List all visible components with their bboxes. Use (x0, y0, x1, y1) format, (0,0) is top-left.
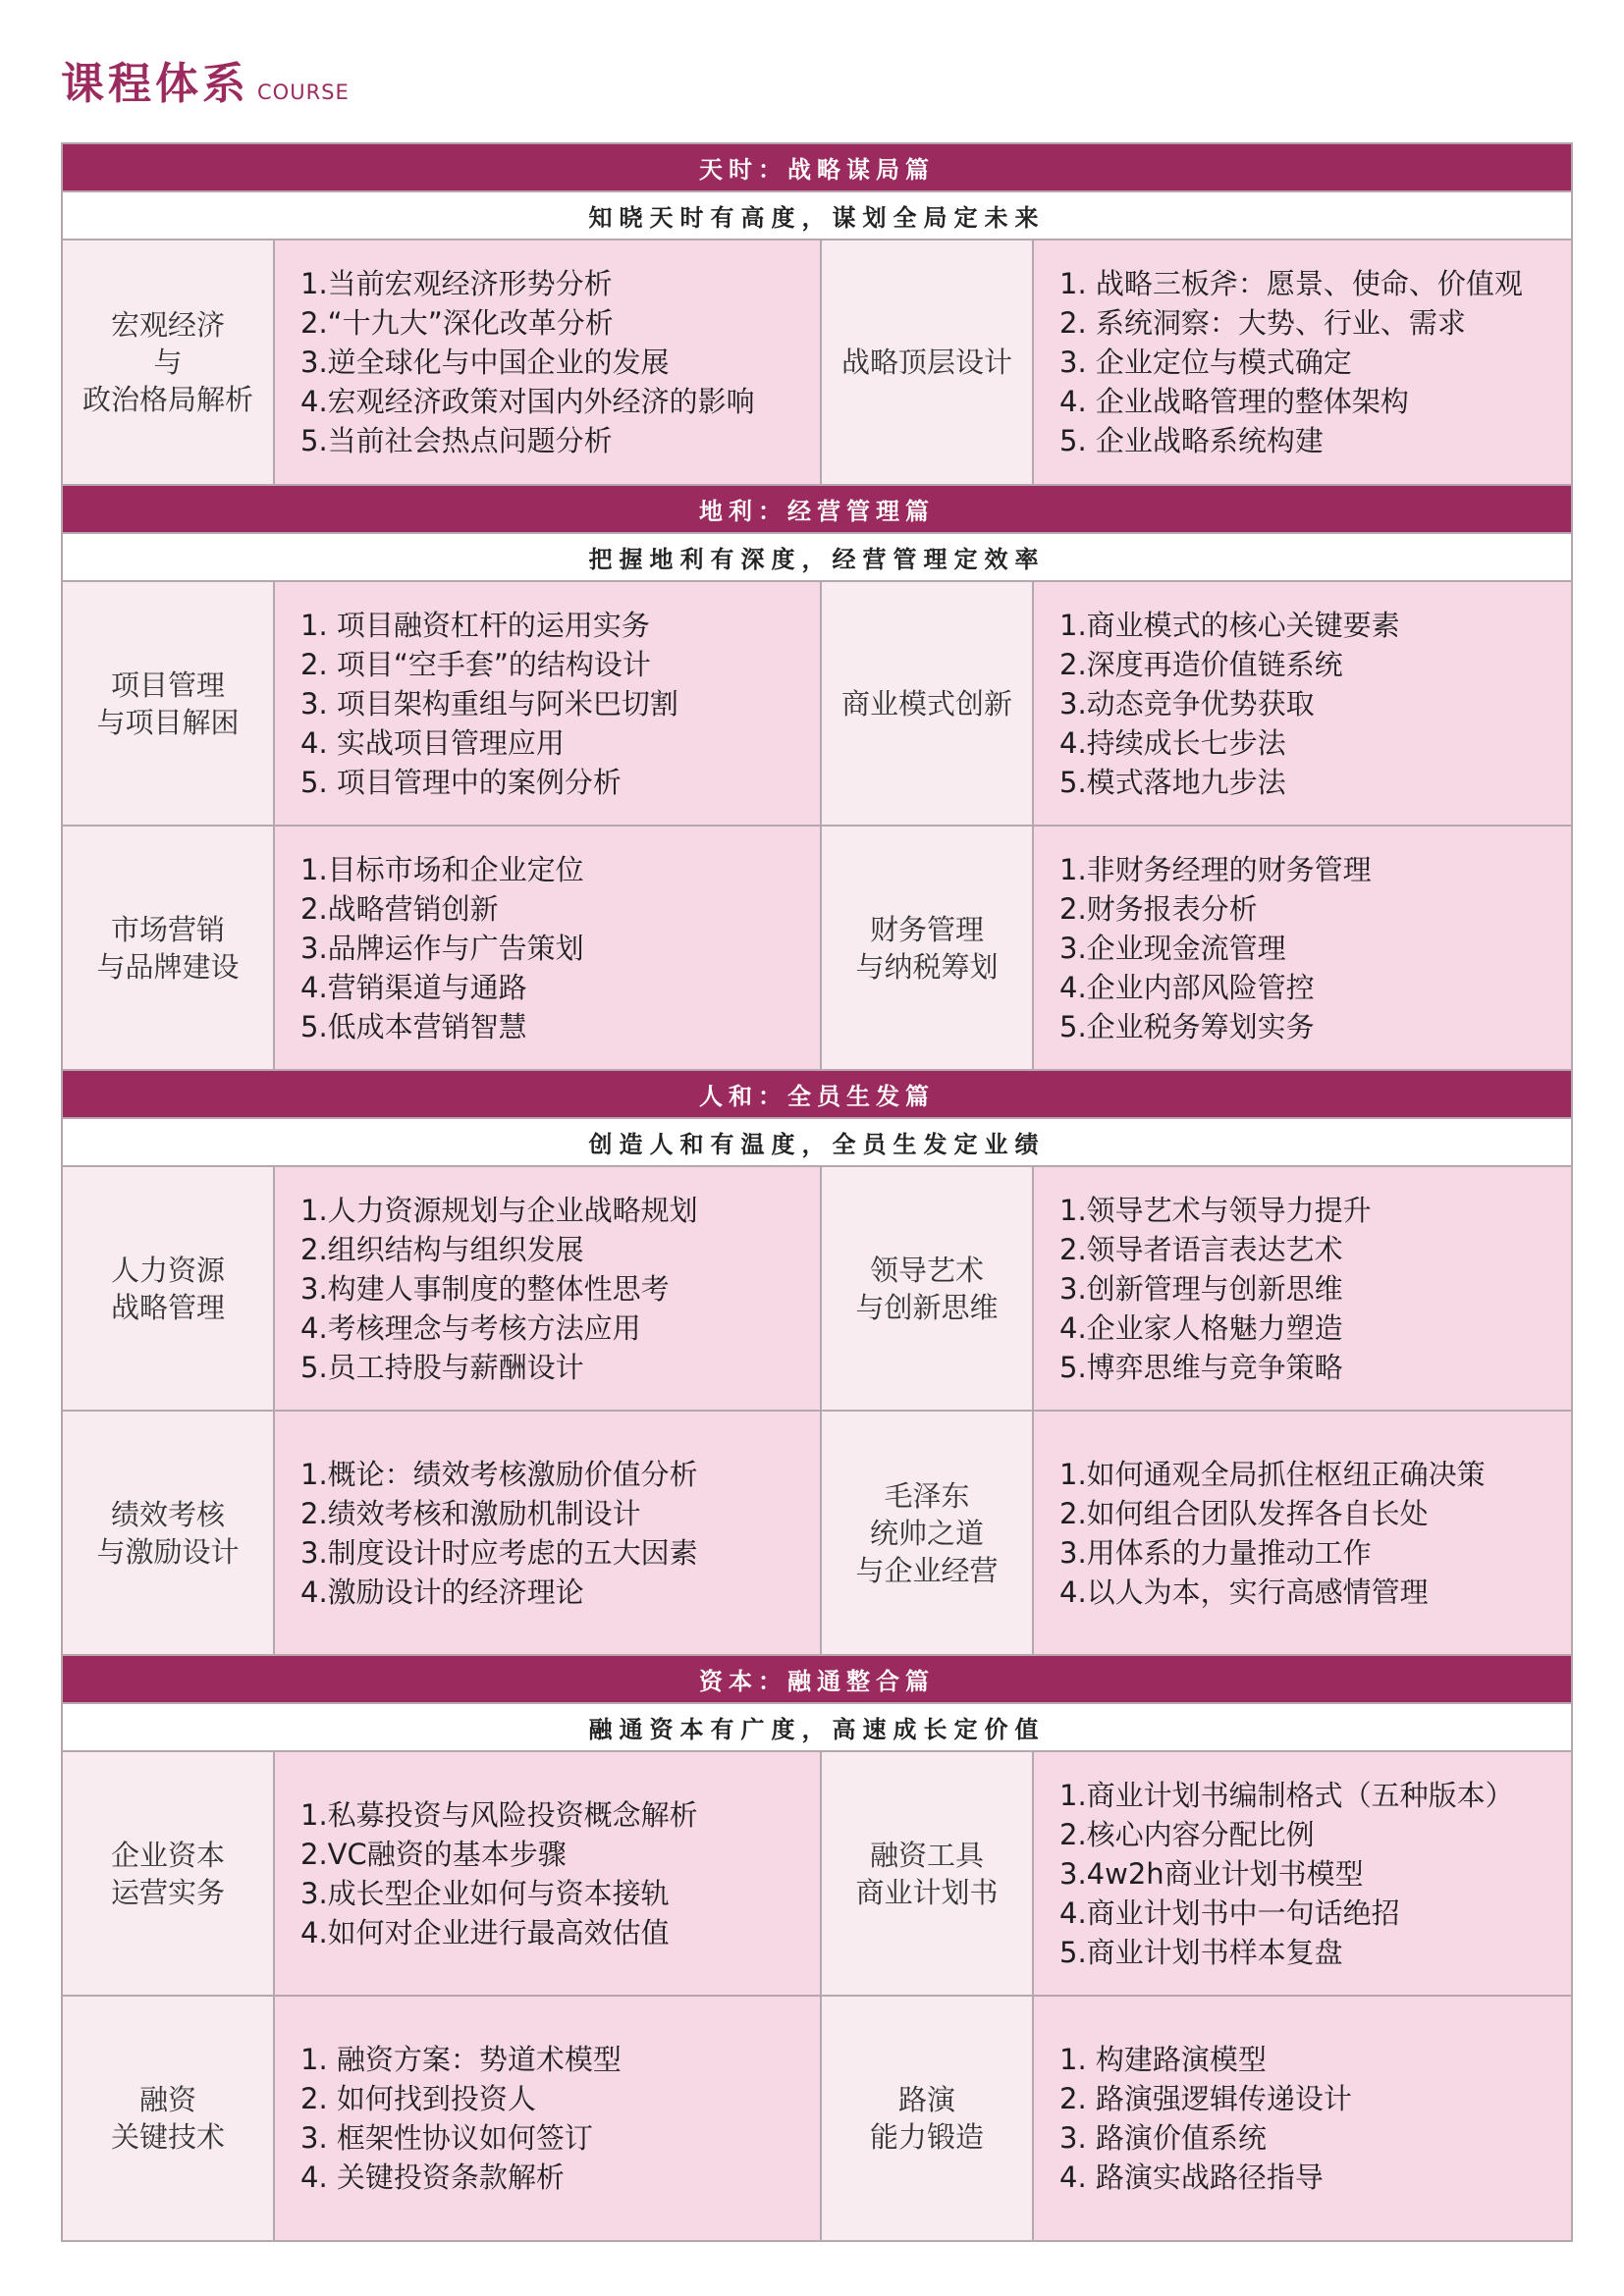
course-item: 2. 如何找到投资人 (300, 2082, 536, 2115)
course-item: 2.财务报表分析 (1059, 891, 1258, 926)
course-item: 1.商业模式的核心关键要素 (1059, 608, 1400, 642)
course-item: 2. 项目“空手套”的结构设计 (300, 647, 651, 681)
course-item: 2.战略营销创新 (300, 891, 499, 926)
course-item: 3.逆全球化与中国企业的发展 (300, 346, 670, 379)
course-item: 2.绩效考核和激励机制设计 (300, 1496, 641, 1530)
course-item: 5.员工持股与薪酬设计 (300, 1350, 584, 1384)
topic-line: 政治格局解析 (81, 383, 253, 416)
course-item: 4. 实战项目管理应用 (300, 725, 565, 760)
course-item: 3.品牌运作与广告策划 (300, 931, 584, 965)
course-item: 1.如何通观全局抓住枢纽正确决策 (1059, 1457, 1486, 1491)
course-item: 3.企业现金流管理 (1059, 931, 1286, 965)
course-item: 3.动态竞争优势获取 (1059, 686, 1315, 721)
course-row (62, 1166, 1572, 1411)
course-item: 4. 路演实战路径指导 (1059, 2161, 1324, 2194)
course-topic (62, 1751, 274, 1996)
course-row (62, 581, 1572, 826)
course-topic (821, 1751, 1033, 1996)
topic-line: 与纳税筹划 (855, 949, 999, 984)
section-title: 地利：经营管理篇 (62, 485, 1572, 533)
topic-line: 毛泽东 (884, 1478, 970, 1513)
course-topic (62, 1996, 274, 2241)
course-item: 2.如何组合团队发挥各自长处 (1059, 1496, 1429, 1530)
course-topic (62, 1411, 274, 1655)
course-table (61, 142, 1573, 2242)
course-items (274, 1996, 821, 2241)
course-item: 3.制度设计时应考虑的五大因素 (300, 1535, 698, 1570)
page-heading (61, 47, 350, 109)
course-topic (62, 581, 274, 826)
course-items (274, 581, 821, 826)
course-item: 1.人力资源规划与企业战略规划 (300, 1193, 698, 1227)
topic-line: 关键技术 (110, 2120, 225, 2154)
section-motto: 融通资本有广度，高速成长定价值 (62, 1703, 1572, 1751)
topic-line: 统帅之道 (869, 1516, 984, 1550)
section-motto: 把握地利有深度，经营管理定效率 (62, 533, 1572, 581)
course-item: 2. 路演强逻辑传递设计 (1059, 2082, 1352, 2115)
course-item: 1.领导艺术与领导力提升 (1059, 1193, 1372, 1227)
course-item: 5.低成本营销智慧 (300, 1009, 527, 1043)
course-item: 2.“十九大”深化改革分析 (300, 306, 614, 340)
course-topic (62, 240, 274, 485)
course-items (1033, 1411, 1572, 1655)
course-item: 3.创新管理与创新思维 (1059, 1271, 1343, 1306)
course-item: 3. 企业定位与模式确定 (1059, 346, 1352, 379)
course-item: 1.当前宏观经济形势分析 (300, 267, 613, 300)
course-item: 3.4w2h商业计划书模型 (1059, 1856, 1364, 1891)
course-item: 2.核心内容分配比例 (1059, 1817, 1315, 1851)
course-item: 1.目标市场和企业定位 (300, 852, 584, 886)
course-row (62, 1996, 1572, 2241)
topic-line: 企业资本 (110, 1838, 225, 1872)
section-title-row (62, 1070, 1572, 1118)
course-item: 1. 战略三板斧：愿景、使命、价值观 (1059, 267, 1523, 300)
course-item: 4.营销渠道与通路 (300, 970, 527, 1004)
course-items (1033, 1751, 1572, 1996)
course-item: 5.模式落地九步法 (1059, 765, 1286, 799)
section-motto-row (62, 1703, 1572, 1751)
topic-line: 与项目解困 (96, 705, 240, 739)
course-items (274, 826, 821, 1070)
course-item: 4.宏观经济政策对国内外经济的影响 (300, 385, 755, 418)
topic-line: 战略顶层设计 (840, 346, 1012, 379)
topic-line: 领导艺术 (869, 1253, 984, 1287)
course-item: 3. 项目架构重组与阿米巴切割 (300, 686, 678, 721)
course-item: 4.企业内部风险管控 (1059, 970, 1315, 1004)
course-table-body (62, 143, 1572, 2241)
section-motto-row (62, 191, 1572, 240)
topic-line: 人力资源 (110, 1253, 225, 1287)
course-item: 5.当前社会热点问题分析 (300, 424, 613, 457)
course-items (1033, 826, 1572, 1070)
course-item: 5. 项目管理中的案例分析 (300, 765, 622, 799)
course-item: 2. 系统洞察：大势、行业、需求 (1059, 306, 1466, 340)
course-item: 4.如何对企业进行最高效估值 (300, 1915, 670, 1949)
topic-line: 战略管理 (110, 1290, 225, 1324)
course-items (1033, 1996, 1572, 2241)
course-row (62, 1411, 1572, 1655)
course-item: 2.VC融资的基本步骤 (300, 1837, 567, 1871)
page-title: 课程体系 (61, 59, 249, 109)
course-item: 1.商业计划书编制格式（五种版本） (1059, 1778, 1514, 1812)
course-item: 2.领导者语言表达艺术 (1059, 1232, 1343, 1266)
topic-line: 与企业经营 (855, 1553, 999, 1587)
page-subtitle: COURSE (257, 80, 350, 104)
course-item: 3.构建人事制度的整体性思考 (300, 1271, 670, 1306)
topic-line: 商业模式创新 (840, 686, 1012, 721)
course-item: 3. 框架性协议如何签订 (300, 2121, 593, 2155)
course-item: 2.组织结构与组织发展 (300, 1232, 584, 1266)
topic-line: 项目管理 (110, 667, 225, 702)
course-item: 1. 项目融资杠杆的运用实务 (300, 608, 650, 642)
topic-line: 融资工具 (869, 1838, 984, 1872)
section-title: 人和：全员生发篇 (62, 1070, 1572, 1118)
course-item: 4.激励设计的经济理论 (300, 1575, 584, 1609)
course-item: 4.企业家人格魅力塑造 (1059, 1310, 1343, 1345)
course-row (62, 1751, 1572, 1996)
course-item: 5.博弈思维与竞争策略 (1059, 1350, 1343, 1384)
topic-line: 与创新思维 (855, 1290, 999, 1324)
course-item: 3.用体系的力量推动工作 (1059, 1535, 1372, 1570)
course-items (274, 1751, 821, 1996)
topic-line: 商业计划书 (855, 1875, 999, 1909)
course-items (1033, 1166, 1572, 1411)
topic-line: 财务管理 (869, 912, 984, 946)
section-title-row (62, 143, 1572, 191)
topic-line: 运营实务 (110, 1875, 225, 1909)
section-title: 资本：融通整合篇 (62, 1655, 1572, 1703)
section-motto: 创造人和有温度，全员生发定业绩 (62, 1118, 1572, 1166)
course-item: 5.商业计划书样本复盘 (1059, 1935, 1343, 1969)
course-item: 4.商业计划书中一句话绝招 (1059, 1896, 1400, 1930)
topic-line: 与 (153, 346, 183, 379)
topic-line: 路演 (897, 2083, 955, 2116)
course-topic (821, 826, 1033, 1070)
course-item: 4. 企业战略管理的整体架构 (1059, 385, 1409, 418)
topic-line: 融资 (138, 2083, 196, 2116)
course-item: 4.考核理念与考核方法应用 (300, 1310, 641, 1345)
course-items (274, 1166, 821, 1411)
course-row (62, 826, 1572, 1070)
course-item: 1. 融资方案：势道术模型 (300, 2043, 622, 2076)
section-title: 天时：战略谋局篇 (62, 143, 1572, 191)
course-item: 4. 关键投资条款解析 (300, 2161, 565, 2194)
course-topic (821, 1996, 1033, 2241)
topic-line: 能力锻造 (869, 2120, 984, 2154)
course-item: 5.企业税务筹划实务 (1059, 1009, 1315, 1043)
course-topic (821, 1411, 1033, 1655)
course-item: 5. 企业战略系统构建 (1059, 424, 1324, 457)
topic-line: 与激励设计 (96, 1534, 240, 1569)
course-topic (62, 826, 274, 1070)
course-item: 4.持续成长七步法 (1059, 725, 1286, 760)
course-items (1033, 240, 1572, 485)
course-topic (821, 581, 1033, 826)
course-item: 2.深度再造价值链系统 (1059, 647, 1343, 681)
course-row (62, 240, 1572, 485)
course-items (1033, 581, 1572, 826)
course-item: 1.私募投资与风险投资概念解析 (300, 1797, 698, 1832)
course-item: 1.非财务经理的财务管理 (1059, 852, 1372, 886)
course-topic (821, 1166, 1033, 1411)
topic-line: 绩效考核 (110, 1497, 225, 1531)
course-topic (821, 240, 1033, 485)
topic-line: 市场营销 (110, 912, 225, 946)
section-motto-row (62, 533, 1572, 581)
section-title-row (62, 1655, 1572, 1703)
course-items (274, 1411, 821, 1655)
course-item: 4.以人为本，实行高感情管理 (1059, 1575, 1429, 1609)
topic-line: 与品牌建设 (96, 949, 240, 984)
section-motto: 知晓天时有高度，谋划全局定未来 (62, 191, 1572, 240)
course-item: 1. 构建路演模型 (1059, 2043, 1267, 2076)
section-motto-row (62, 1118, 1572, 1166)
course-topic (62, 1166, 274, 1411)
course-item: 1.概论：绩效考核激励价值分析 (300, 1457, 698, 1491)
course-item: 3.成长型企业如何与资本接轨 (300, 1876, 670, 1910)
course-item: 3. 路演价值系统 (1059, 2121, 1267, 2155)
topic-line: 宏观经济 (110, 308, 225, 342)
course-items (274, 240, 821, 485)
section-title-row (62, 485, 1572, 533)
